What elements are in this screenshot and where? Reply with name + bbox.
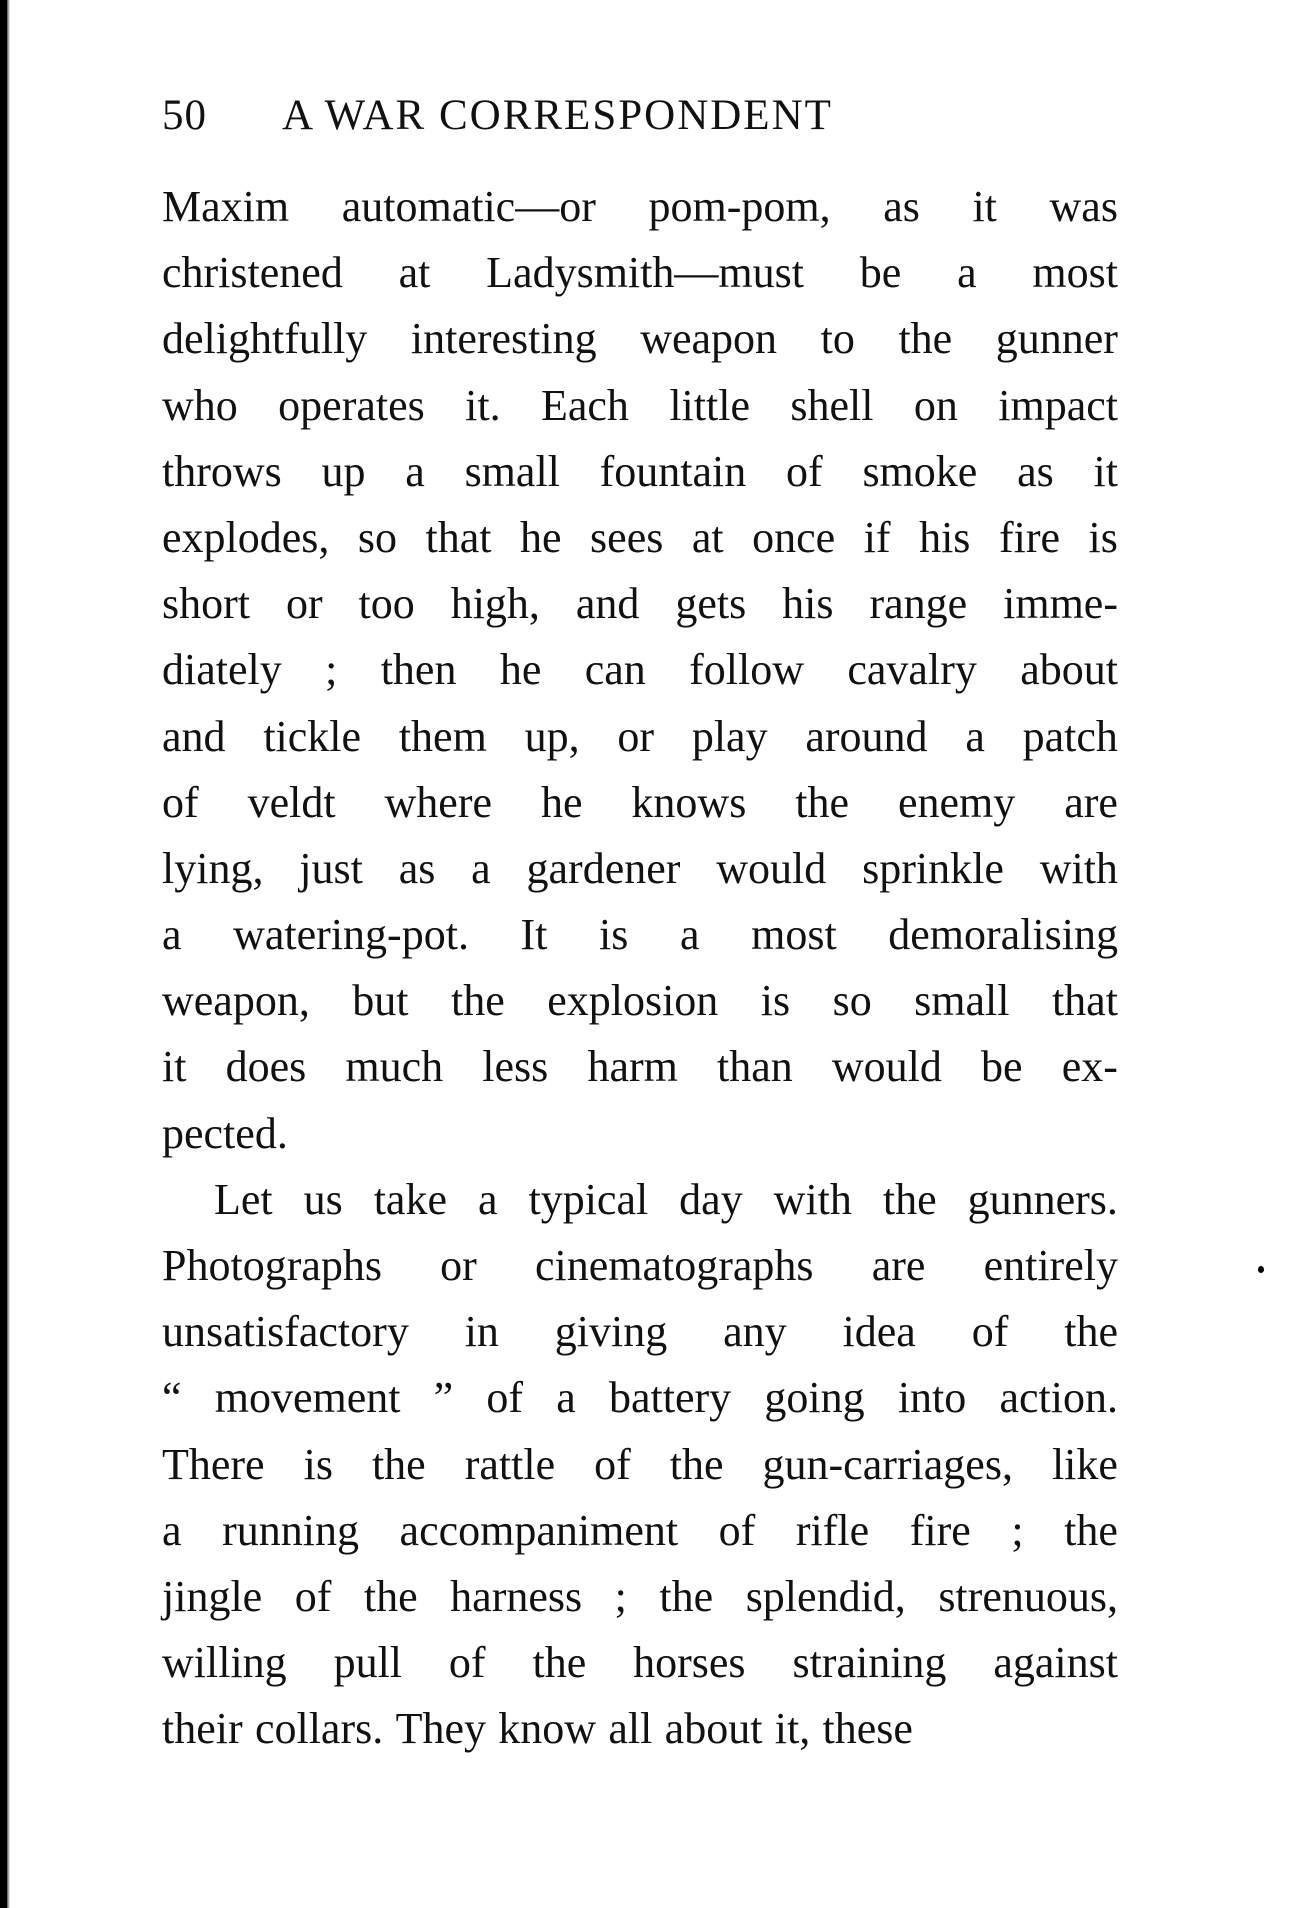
word: is bbox=[760, 976, 791, 1026]
text-line bbox=[162, 968, 1118, 1034]
word: but bbox=[352, 976, 409, 1026]
word: imme- bbox=[1003, 579, 1118, 629]
word: he bbox=[520, 512, 562, 562]
word: know bbox=[498, 1704, 597, 1754]
word: the bbox=[898, 314, 953, 364]
word: the bbox=[371, 1439, 426, 1489]
word: idea bbox=[842, 1307, 916, 1357]
word: cinematographs bbox=[534, 1241, 814, 1290]
word: movement bbox=[214, 1373, 401, 1423]
word: all bbox=[608, 1704, 653, 1754]
word: it bbox=[1093, 446, 1118, 496]
word: delightfully bbox=[162, 314, 368, 364]
word: action. bbox=[999, 1373, 1118, 1423]
word: with bbox=[773, 1174, 852, 1224]
word: would bbox=[831, 1042, 942, 1092]
word: fire bbox=[998, 512, 1060, 562]
word: as bbox=[1017, 446, 1054, 496]
text-line bbox=[162, 1432, 1118, 1498]
word: weapon bbox=[640, 314, 778, 364]
word: Ladysmith—must bbox=[486, 248, 804, 298]
word: the bbox=[1064, 1307, 1118, 1357]
word: he bbox=[499, 645, 542, 695]
word: the bbox=[363, 1571, 418, 1621]
word: the bbox=[669, 1439, 724, 1489]
word: are bbox=[871, 1241, 926, 1290]
word: pull bbox=[333, 1638, 403, 1688]
word: running bbox=[222, 1505, 359, 1555]
word: it bbox=[972, 182, 997, 231]
word: high, bbox=[450, 579, 540, 629]
word: demoralising bbox=[888, 910, 1118, 960]
word: at bbox=[691, 512, 724, 562]
word: that bbox=[1051, 976, 1118, 1026]
word: Let bbox=[214, 1174, 273, 1224]
word: would bbox=[716, 843, 827, 893]
word: explosion bbox=[547, 976, 719, 1026]
word: watering-pot. bbox=[233, 910, 469, 960]
word: follow bbox=[689, 645, 805, 695]
word: willing bbox=[162, 1638, 287, 1688]
text-line bbox=[162, 306, 1118, 372]
word: weapon, bbox=[162, 976, 310, 1026]
word: gets bbox=[675, 579, 747, 629]
word: the bbox=[1064, 1505, 1118, 1555]
word: fountain bbox=[599, 446, 747, 496]
text-line bbox=[162, 505, 1118, 571]
word: is bbox=[303, 1439, 333, 1489]
word: automatic—or bbox=[341, 182, 596, 231]
word: around bbox=[805, 711, 928, 761]
word: shell bbox=[790, 380, 874, 430]
word: gunner bbox=[995, 314, 1118, 364]
word: much bbox=[345, 1042, 444, 1092]
word: or bbox=[285, 579, 323, 629]
word: a bbox=[477, 1174, 498, 1224]
word: accompaniment bbox=[399, 1505, 679, 1555]
word: veldt bbox=[247, 777, 336, 827]
word: strenuous, bbox=[938, 1571, 1118, 1621]
word: a bbox=[405, 446, 425, 496]
word: typical bbox=[528, 1174, 649, 1224]
word: them bbox=[398, 711, 487, 761]
word: so bbox=[832, 976, 872, 1026]
text-line bbox=[162, 439, 1118, 505]
word: against bbox=[993, 1638, 1118, 1688]
word: is bbox=[599, 910, 629, 960]
word: their bbox=[162, 1704, 243, 1754]
word: too bbox=[358, 579, 415, 629]
body-text bbox=[162, 174, 1118, 1763]
running-head bbox=[162, 88, 962, 144]
word: play bbox=[691, 711, 768, 761]
word: splendid, bbox=[745, 1571, 906, 1621]
word: does bbox=[225, 1042, 307, 1092]
word: a bbox=[162, 910, 182, 960]
word: take bbox=[373, 1174, 447, 1224]
word: ; bbox=[1011, 1505, 1024, 1555]
text-line bbox=[162, 1630, 1118, 1696]
word: who bbox=[162, 380, 238, 430]
word: straining bbox=[792, 1638, 947, 1688]
word: so bbox=[357, 512, 398, 562]
word: Each bbox=[541, 380, 629, 430]
text-line bbox=[162, 1365, 1118, 1431]
word: it, bbox=[774, 1704, 811, 1754]
word: into bbox=[897, 1373, 967, 1423]
word: his bbox=[919, 512, 971, 562]
word: harm bbox=[587, 1042, 678, 1092]
word: range bbox=[869, 579, 968, 629]
word: horses bbox=[633, 1638, 746, 1688]
word: than bbox=[716, 1042, 793, 1092]
running-title: A WAR CORRESPONDENT bbox=[282, 92, 833, 139]
word: There bbox=[162, 1439, 265, 1489]
word: sees bbox=[590, 512, 664, 562]
word: going bbox=[764, 1373, 865, 1423]
word: of bbox=[162, 777, 199, 827]
word: rifle bbox=[795, 1505, 870, 1555]
word: most bbox=[751, 910, 837, 960]
text-line bbox=[162, 637, 1118, 703]
word: with bbox=[1039, 843, 1118, 893]
text-line bbox=[162, 240, 1118, 306]
word: entirely bbox=[983, 1241, 1118, 1290]
word: operates bbox=[278, 380, 425, 430]
word: to bbox=[820, 314, 855, 364]
text-line bbox=[162, 1167, 1118, 1233]
word: then bbox=[380, 645, 457, 695]
word: a bbox=[471, 843, 491, 893]
text-line bbox=[162, 1696, 1118, 1762]
word: throws bbox=[162, 446, 282, 496]
word: the bbox=[450, 976, 505, 1026]
text-line bbox=[162, 174, 1118, 240]
word: Photographs bbox=[162, 1241, 382, 1290]
word: knows bbox=[631, 777, 747, 827]
word: tickle bbox=[263, 711, 362, 761]
word: a bbox=[965, 711, 985, 761]
word: of bbox=[718, 1505, 756, 1555]
word: or bbox=[440, 1241, 477, 1290]
word: gardener bbox=[526, 843, 681, 893]
text-line bbox=[162, 902, 1118, 968]
word: in bbox=[464, 1307, 499, 1357]
word: can bbox=[584, 645, 646, 695]
word: diately bbox=[162, 645, 282, 695]
word: be bbox=[981, 1042, 1023, 1092]
word: christened bbox=[162, 248, 343, 298]
page-number: 50 bbox=[162, 92, 207, 139]
word: that bbox=[425, 512, 492, 562]
word: lying, bbox=[162, 843, 264, 893]
text-line bbox=[162, 836, 1118, 902]
word: giving bbox=[554, 1307, 668, 1357]
word: of bbox=[594, 1439, 631, 1489]
word: a bbox=[162, 1505, 182, 1555]
word: gun-carriages, bbox=[762, 1439, 1013, 1489]
word: just bbox=[299, 843, 363, 893]
word: of bbox=[448, 1638, 486, 1688]
word: jingle bbox=[162, 1571, 263, 1621]
text-line bbox=[162, 1299, 1118, 1365]
word: of bbox=[971, 1307, 1009, 1357]
text-line bbox=[162, 1034, 1118, 1100]
text-line bbox=[162, 704, 1118, 770]
word: about bbox=[664, 1704, 763, 1754]
word: It bbox=[520, 910, 548, 960]
text-line bbox=[162, 1101, 1118, 1167]
text-line bbox=[162, 1498, 1118, 1564]
word: the bbox=[795, 777, 850, 827]
word: be bbox=[859, 248, 902, 298]
word: was bbox=[1049, 182, 1118, 231]
word: if bbox=[863, 512, 891, 562]
text-line bbox=[162, 1233, 1118, 1299]
word: of bbox=[786, 446, 823, 496]
word: pom-pom, bbox=[648, 182, 831, 231]
word: impact bbox=[998, 380, 1118, 430]
word: small bbox=[914, 976, 1010, 1026]
word: and bbox=[575, 579, 640, 629]
word: pected. bbox=[162, 1108, 288, 1158]
word: his bbox=[782, 579, 834, 629]
word: of bbox=[486, 1373, 524, 1423]
word: small bbox=[464, 446, 560, 496]
word: it bbox=[162, 1042, 187, 1092]
word: a bbox=[556, 1373, 576, 1423]
word: Maxim bbox=[162, 182, 290, 231]
word: ; bbox=[614, 1571, 627, 1621]
word: ex- bbox=[1061, 1042, 1118, 1092]
word: like bbox=[1051, 1439, 1118, 1489]
word: cavalry bbox=[847, 645, 977, 695]
word: up bbox=[321, 446, 366, 496]
word: any bbox=[723, 1307, 787, 1357]
word: collars. bbox=[254, 1704, 384, 1754]
word: where bbox=[384, 777, 493, 827]
word: smoke bbox=[862, 446, 978, 496]
word: ” bbox=[433, 1373, 454, 1423]
word: rattle bbox=[464, 1439, 556, 1489]
word: or bbox=[617, 711, 655, 761]
word: explodes, bbox=[162, 512, 330, 562]
word: on bbox=[913, 380, 958, 430]
word: the bbox=[882, 1174, 937, 1224]
word: as bbox=[883, 182, 920, 231]
word: little bbox=[669, 380, 750, 430]
word: day bbox=[679, 1174, 743, 1224]
word: of bbox=[294, 1571, 332, 1621]
word: a bbox=[957, 248, 977, 298]
word: at bbox=[398, 248, 431, 298]
text-line bbox=[162, 1564, 1118, 1630]
word: and bbox=[162, 711, 226, 761]
text-line bbox=[162, 770, 1118, 836]
word: once bbox=[752, 512, 836, 562]
word: the bbox=[659, 1571, 714, 1621]
word: it. bbox=[465, 380, 501, 430]
word: harness bbox=[450, 1571, 583, 1621]
word: the bbox=[532, 1638, 587, 1688]
word: “ bbox=[162, 1373, 182, 1423]
word: us bbox=[303, 1174, 343, 1224]
word: is bbox=[1088, 512, 1118, 562]
word: are bbox=[1064, 777, 1118, 827]
word: interesting bbox=[410, 314, 597, 364]
word: short bbox=[162, 579, 250, 629]
word: ; bbox=[325, 645, 338, 695]
text-line bbox=[162, 373, 1118, 439]
word: most bbox=[1032, 248, 1118, 298]
word: as bbox=[398, 843, 436, 893]
word: these bbox=[822, 1704, 913, 1754]
word: less bbox=[482, 1042, 549, 1092]
word: up, bbox=[524, 711, 580, 761]
word: a bbox=[679, 910, 700, 960]
word: unsatisfactory bbox=[162, 1307, 409, 1357]
word: sprinkle bbox=[862, 843, 1004, 893]
word: enemy bbox=[897, 777, 1016, 827]
text-line bbox=[162, 571, 1118, 637]
word: They bbox=[395, 1704, 486, 1754]
word: patch bbox=[1022, 711, 1118, 761]
word: gunners. bbox=[967, 1174, 1118, 1224]
word: about bbox=[1020, 645, 1118, 695]
word: he bbox=[540, 777, 583, 827]
word: battery bbox=[609, 1373, 732, 1423]
binding-edge bbox=[0, 0, 7, 1908]
binding-shadow bbox=[7, 0, 10, 1908]
stray-ink-mark bbox=[1258, 1266, 1264, 1273]
word: fire bbox=[909, 1505, 971, 1555]
